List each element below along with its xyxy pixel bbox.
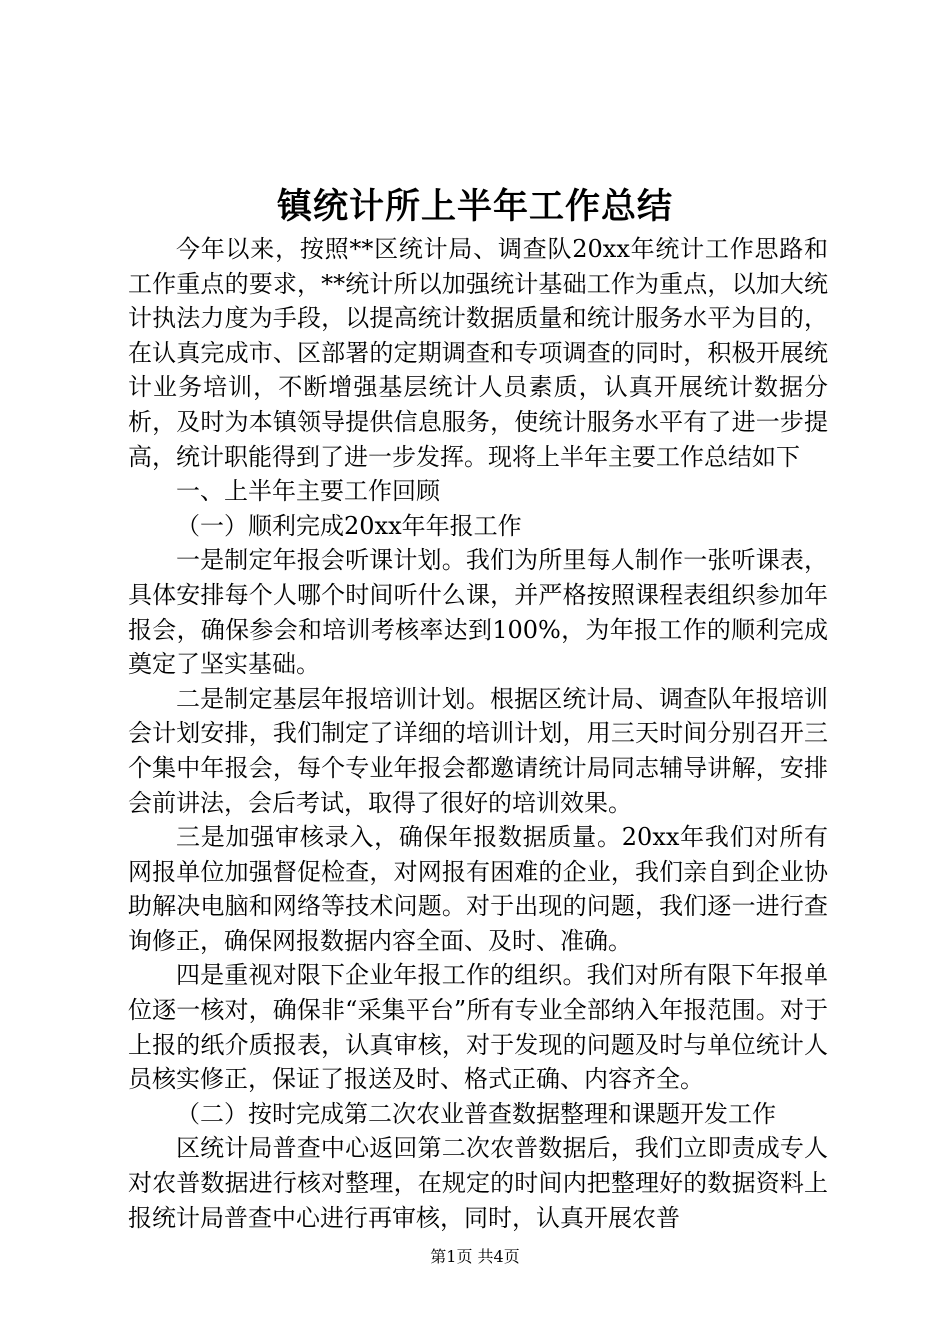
section-heading-1: 一、上半年主要工作回顾 <box>176 477 440 506</box>
page-footer: 第1页 共4页 <box>430 1247 520 1266</box>
document-body <box>128 232 828 1235</box>
subsection-heading-1: （一）顺利完成20xx年年报工作 <box>176 511 522 540</box>
paragraph-item-1: 一是制定年报会听课计划。我们为所里每人制作一张听课表，具体安排每个人哪个时间听什么课，并严格按照课程表组织参加年报会，确保参会和培训考核率达到100%，为年报工作的顺利完成奠定了坚实基础。 <box>128 546 828 679</box>
paragraph-item-2: 二是制定基层年报培训计划。根据区统计局、调查队年报培训会计划安排，我们制定了详细的培训计划，用三天时间分别召开三个集中年报会，每个专业年报会都邀请统计局同志辅导讲解，安排会前讲法，会后考试，取得了很好的培训效果。 <box>128 684 828 817</box>
document-title: 镇统计所上半年工作总结 <box>276 186 673 227</box>
paragraph-item-4: 四是重视对限下企业年报工作的组织。我们对所有限下年报单位逐一核对，确保非“采集平台”所有专业全部纳入年报范围。对于上报的纸介质报表，认真审核，对于发现的问题及时与单位统计人员核实修正，保证了报送及时、格式正确、内容齐全。 <box>128 961 828 1094</box>
paragraph-item-3: 三是加强审核录入，确保年报数据质量。20xx年我们对所有网报单位加强督促检查，对网报有困难的企业，我们亲自到企业协助解决电脑和网络等技术问题。对于出现的问题，我们逐一进行查询修正，确保网报数据内容全面、及时、准确。 <box>128 823 828 955</box>
paragraph-census: 区统计局普查中心返回第二次农普数据后，我们立即责成专人对农普数据进行核对整理，在规定的时间内把整理好的数据资料上报统计局普查中心进行再审核，同时，认真开展农普 <box>128 1134 828 1232</box>
subsection-heading-2: （二）按时完成第二次农业普查数据整理和课题开发工作 <box>176 1099 776 1128</box>
paragraph-intro: 今年以来，按照**区统计局、调查队20xx年统计工作思路和工作重点的要求，**统计所以加强统计基础工作为重点，以加大统计执法力度为手段，以提高统计数据质量和统计服务水平为目的，在认真完成市、区部署的定期调查和专项调查的同时，积极开展统计业务培训，不断增强基层统计人员素质，认真开展统计数据分析，及时为本镇领导提供信息服务，使统计服务水平有了进一步提高，统计职能得到了进一步发挥。现将上半年主要工作总结如下 <box>128 235 828 471</box>
